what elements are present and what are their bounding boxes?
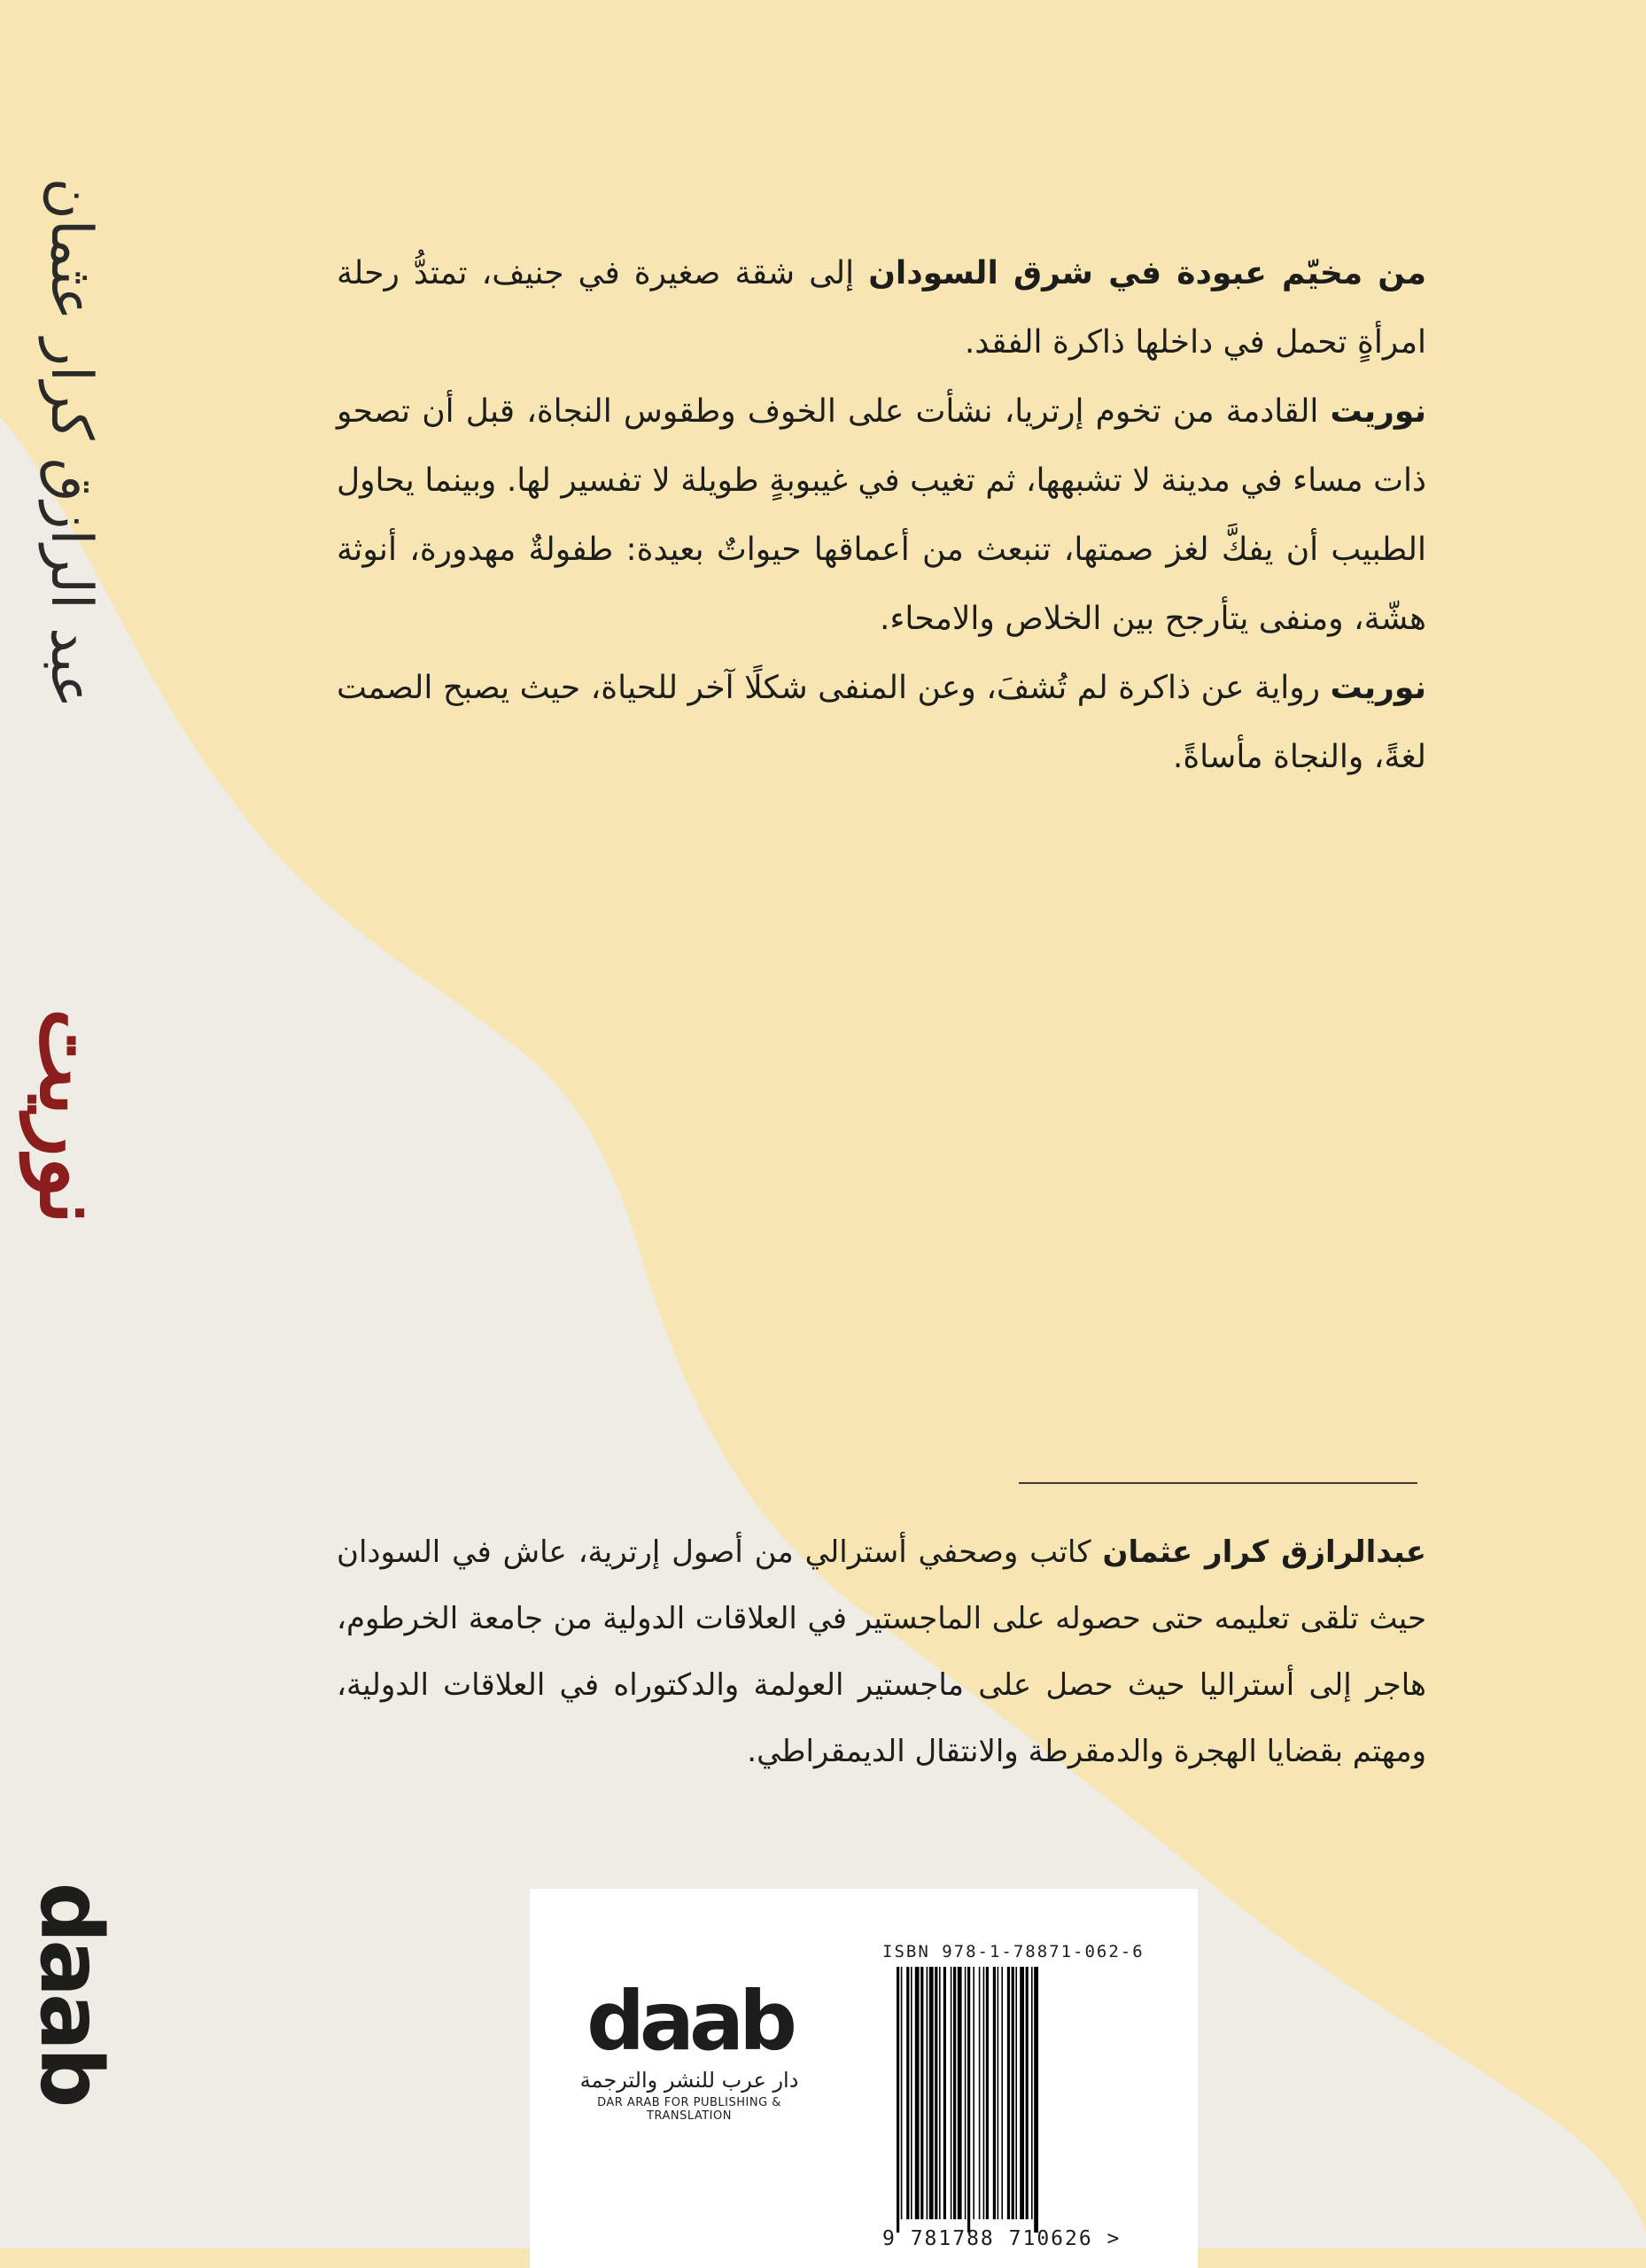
barcode-bar <box>953 1967 956 2219</box>
barcode-bar <box>958 1967 962 2219</box>
blurb-lead-2: نوريت <box>1330 393 1426 430</box>
divider-line <box>1019 1482 1417 1484</box>
spine-logo-text: daab <box>21 1882 120 2105</box>
barcode-bar <box>927 1967 928 2219</box>
barcode-bar <box>935 1967 937 2219</box>
barcode-bar <box>973 1967 974 2219</box>
barcode-bar <box>1026 1967 1029 2219</box>
blurb-text-3: رواية عن ذاكرة لم تُشفَ، وعن المنفى شكلًا آخر للحياة، حيث يصبح الصمت لغةً، والنجاة مأساةً. <box>337 670 1426 775</box>
barcode-bar <box>906 1967 909 2219</box>
barcode-bar <box>998 1967 999 2219</box>
barcode-bar <box>986 1967 989 2219</box>
barcode-bar <box>993 1967 996 2219</box>
blurb-paragraph-3 <box>337 654 1426 792</box>
spine-title-text: نوريت <box>20 1008 121 1224</box>
barcode-digits: 9 781788 710626 > <box>882 2227 1122 2250</box>
publisher-name-english: DAR ARAB FOR PUBLISHING & TRANSLATION <box>597 2096 781 2123</box>
author-bio-paragraph <box>337 1519 1426 1785</box>
publisher-name-arabic: دار عرب للنشر والترجمة <box>579 2068 799 2093</box>
author-bio <box>337 1519 1426 1785</box>
publisher-logo-mark: daab <box>586 1974 792 2069</box>
barcode-bars <box>897 1967 1137 2233</box>
barcode-bar <box>897 1967 899 2233</box>
spine-author-text: عبد الرازق كرار عثمان <box>38 177 104 709</box>
barcode-bar <box>951 1967 952 2219</box>
barcode-bar <box>943 1967 946 2219</box>
barcode-bar <box>1020 1967 1024 2219</box>
spine-title <box>18 1001 124 1231</box>
barcode-bar <box>911 1967 912 2219</box>
isbn-label: ISBN 978-1-78871-062-6 <box>882 1942 1145 1961</box>
barcode-bar <box>979 1967 981 2219</box>
barcode-bar <box>939 1967 941 2219</box>
barcode-bar <box>920 1967 923 2219</box>
barcode-bar <box>965 1967 967 2219</box>
blurb-lead-3: نوريت <box>1330 670 1426 706</box>
author-bio-text: كاتب وصحفي أسترالي من أصول إرترية، عاش في السودان حيث تلقى تعليمه حتى حصوله على الماجستير في العلاقات الدولية من جامعة الخرطوم، هاجر إلى أستراليا حيث حصل على ماجستير العولمة والدكتوراه في العلاقات الدولية، ومهتم بقضايا الهجرة والدمقرطة والانتقال الديمقراطي. <box>337 1534 1426 1769</box>
spine-author <box>18 177 124 709</box>
barcode-panel <box>530 1889 1198 2268</box>
blurb-text-2: القادمة من تخوم إرتريا، نشأت على الخوف وطقوس النجاة، قبل أن تصحو ذات مساء في مدينة لا تشبهها، ثم تغيب في غيبوبةٍ طويلة لا تفسير لها. وبينما يحاول الطبيب أن يفكَّ لغز صمتها، تنبعث من أعماقها حيواتٌ بعيدة: طفولةٌ مهدورة، أنوثة هشّة، ومنفى يتأرجح بين الخلاص والامحاء. <box>337 393 1426 637</box>
blurb <box>337 239 1426 792</box>
blurb-paragraph-1 <box>337 239 1426 377</box>
spine-publisher-logo <box>18 1882 124 2105</box>
barcode-bar <box>1001 1967 1003 2219</box>
barcode-bar <box>1007 1967 1010 2219</box>
barcode-bar <box>1015 1967 1017 2219</box>
blurb-text-1: إلى شقة صغيرة في جنيف، تمتدُّ رحلة امرأةٍ تحمل في داخلها ذاكرة الفقد. <box>337 255 1426 361</box>
barcode-bar <box>901 1967 903 2219</box>
barcode-bar <box>1034 1967 1038 2233</box>
author-bio-name: عبدالرازق كرار عثمان <box>1102 1534 1427 1570</box>
barcode-bar <box>929 1967 934 2219</box>
barcode-bar <box>983 1967 985 2219</box>
blurb-paragraph-2 <box>337 377 1426 654</box>
barcode-bar <box>915 1967 920 2219</box>
barcode-bar <box>1031 1967 1033 2219</box>
barcode-bar <box>1012 1967 1014 2219</box>
blurb-lead-1: من مخيّم عبودة في شرق السودان <box>868 255 1426 291</box>
publisher-logo <box>574 1974 804 2123</box>
barcode-bar <box>967 1967 970 2233</box>
